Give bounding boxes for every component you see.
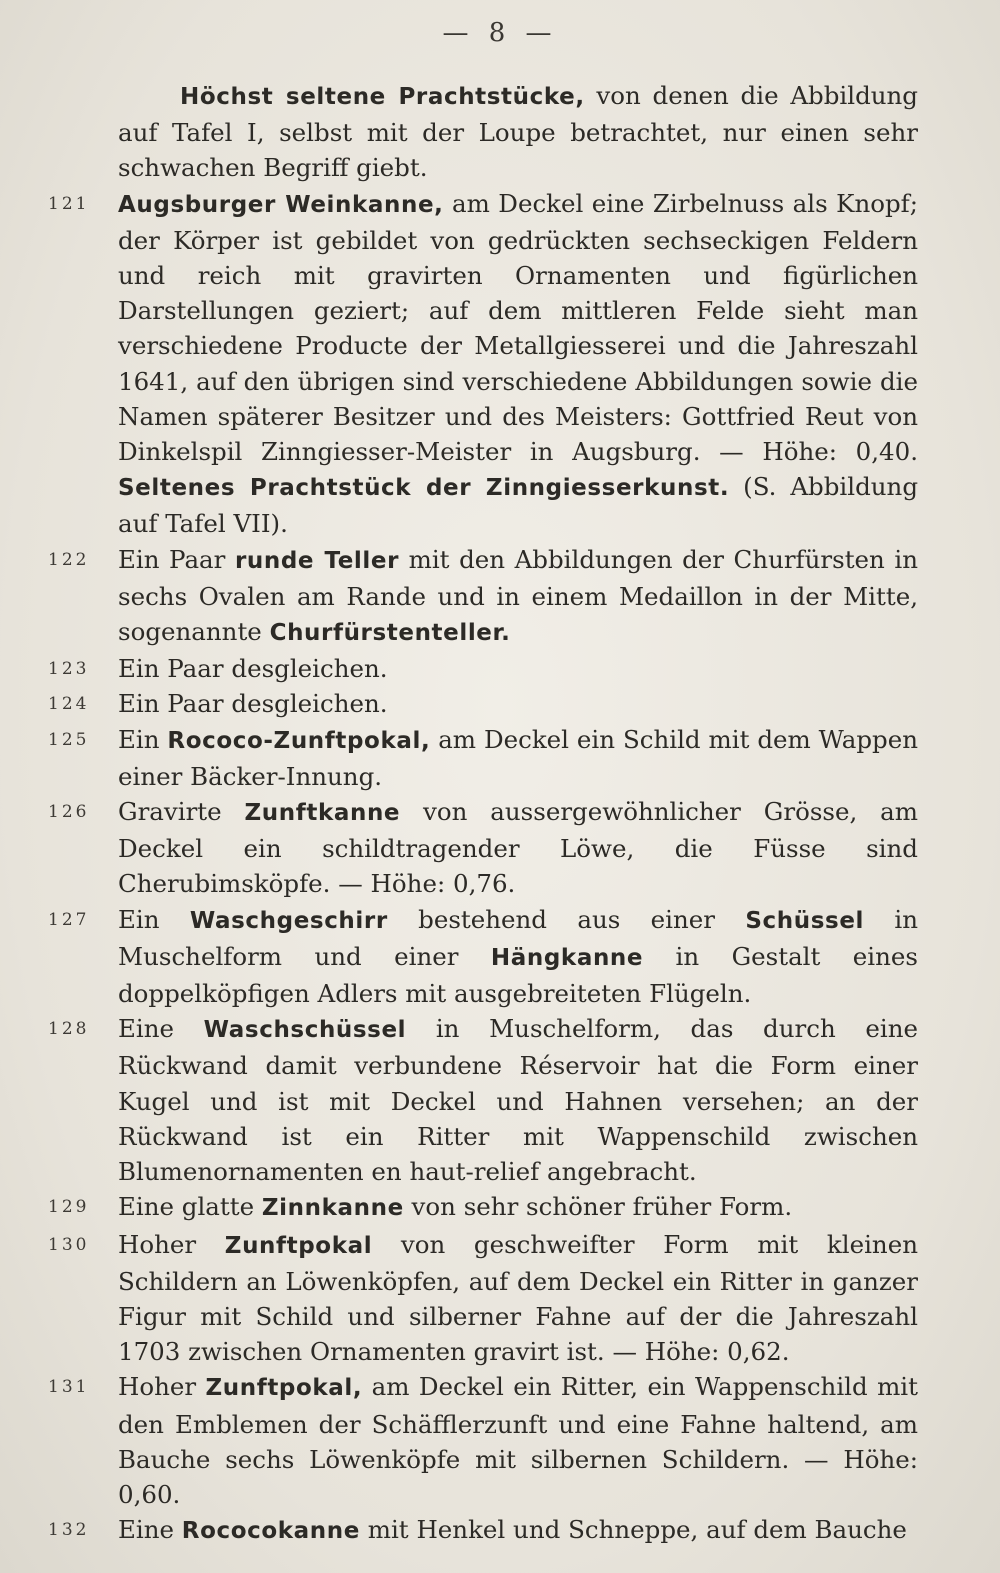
entry-130	[48, 1227, 918, 1370]
entry-title: Zunftpokal	[224, 1232, 373, 1259]
page-number: — 8 —	[442, 18, 558, 48]
entry-title: Rococo-Zunftpokal,	[167, 727, 431, 754]
entry-title: Waschgeschirr	[189, 907, 388, 934]
entry-text: Gravirte	[118, 797, 245, 827]
entry-title: Zinnkanne	[261, 1195, 404, 1222]
entry-number: 129	[48, 1197, 90, 1218]
entry-title: Augsburger Weinkanne,	[118, 191, 444, 218]
entry-131	[48, 1369, 918, 1512]
intro-text: von denen die Abbildung auf Tafel I, selbst mit der Loupe betrachtet, nur einen sehr schwachen Begriff giebt.	[118, 81, 918, 183]
entry-121	[48, 186, 919, 542]
entry-emphasis: Hängkanne	[490, 944, 644, 971]
entry-number: 127	[48, 909, 90, 930]
entry-text: Eine	[118, 1014, 204, 1044]
entry-text: mit Henkel und Schneppe, auf dem Bauche	[359, 1515, 907, 1545]
entry-128	[48, 1011, 918, 1189]
entry-text: bestehend aus einer	[387, 904, 746, 934]
intro-bold: Höchst seltene Prachtstücke,	[180, 84, 585, 110]
entry-text: am Deckel ein Ritter, ein Wappenschild mit den Emblemen der Schäfflerzunft und eine Fahne haltend, am Bauche sechs Löwenköpfe mit silbernen Schildern. — Höhe: 0,60.	[118, 1372, 918, 1509]
entry-text: in Gestalt eines doppelköpfigen Adlers mit ausgebreiteten Flügeln.	[118, 941, 918, 1009]
entry-title: runde Teller	[234, 547, 400, 574]
entry-text: Hoher	[118, 1372, 206, 1402]
entry-title: Rococokanne	[181, 1518, 360, 1545]
entry-text: von geschweifter Form mit kleinen Schildern an Löwenköpfen, auf dem Deckel ein Ritter in ganzer Figur mit Schild und silberner Fahne auf der die Jahreszahl 1703 zwischen Ornamenten gravirt ist. — Höhe: 0,62.	[118, 1229, 918, 1367]
entry-number: 121	[48, 193, 90, 214]
entry-emphasis: Churfürstenteller.	[269, 620, 511, 647]
entry-text: Eine glatte	[118, 1192, 262, 1222]
catalogue-text	[48, 78, 919, 1549]
entry-number: 126	[48, 802, 90, 823]
entry-123	[48, 651, 918, 686]
entry-129	[48, 1189, 918, 1226]
entry-number: 125	[48, 729, 90, 750]
entry-text: Ein	[118, 724, 168, 754]
entry-125	[48, 722, 918, 794]
entry-title: Zunftkanne	[244, 800, 401, 827]
entry-text: Hoher	[118, 1229, 225, 1259]
entry-text: Ein Paar desgleichen.	[118, 654, 388, 684]
entry-text: von aussergewöhnlicher Grösse, am Deckel ein schildtragender Löwe, die Füsse sind Cherubimsköpfe. — Höhe: 0,76.	[118, 797, 918, 899]
entry-text: von sehr schöner früher Form.	[403, 1192, 793, 1222]
entry-number: 123	[48, 659, 90, 680]
entry-text: am Deckel eine Zirbelnuss als Knopf; der Körper ist gebildet von gedrückten sechseckigen Feldern und reich mit gravirten Ornamenten und figürlichen Darstellungen geziert; auf dem mittleren Felde sieht man verschiedene Producte der Metallgiesserei und die Jahreszahl 1641, auf den übrigen sind verschiedene Abbildungen sowie die Namen späterer Besitzer und des Meisters: Gottfried Reut von Dinkelspil Zinngiesser-Meister in Augsburg. — Höhe: 0,40.	[118, 188, 918, 467]
entry-number: 130	[48, 1234, 90, 1255]
entry-emphasis: Schüssel	[745, 907, 865, 934]
entry-text: mit den Abbildungen der Churfürsten in sechs Ovalen am Rande und in einem Medaillon in der Mitte, sogenannte	[118, 544, 918, 647]
entry-title: Zunftpokal,	[205, 1375, 363, 1402]
entry-127	[48, 902, 918, 1012]
intro-paragraph	[118, 78, 918, 186]
entry-124	[48, 686, 918, 721]
entry-126	[48, 794, 918, 902]
entry-number: 132	[48, 1520, 90, 1541]
entry-number: 128	[48, 1019, 90, 1040]
entry-number: 124	[48, 694, 90, 715]
entry-emphasis: Seltenes Prachtstück der Zinngiesserkunst.	[118, 475, 730, 502]
entry-text: Ein	[118, 904, 190, 934]
entry-text: Ein Paar desgleichen.	[118, 689, 388, 719]
entry-text: in Muschelform und einer	[118, 904, 918, 971]
entry-text: Ein Paar	[118, 544, 235, 574]
entry-text: in Muschelform, das durch eine Rückwand damit verbundene Réservoir hat die Form einer Kugel und ist mit Deckel und Hahnen versehen; an der Rückwand ist ein Ritter mit Wappenschild zwischen Blumenornamenten en haut-relief angebracht.	[118, 1014, 918, 1187]
entry-number: 131	[48, 1377, 90, 1398]
entry-number: 122	[48, 549, 90, 570]
entry-text: Eine	[118, 1515, 182, 1545]
entry-title: Waschschüssel	[203, 1017, 407, 1044]
entry-122	[48, 542, 918, 652]
entry-text: am Deckel ein Schild mit dem Wappen einer Bäcker-Innung.	[118, 724, 918, 791]
entry-text: (S. Abbildung auf Tafel VII).	[118, 472, 919, 539]
entry-132	[48, 1512, 918, 1549]
